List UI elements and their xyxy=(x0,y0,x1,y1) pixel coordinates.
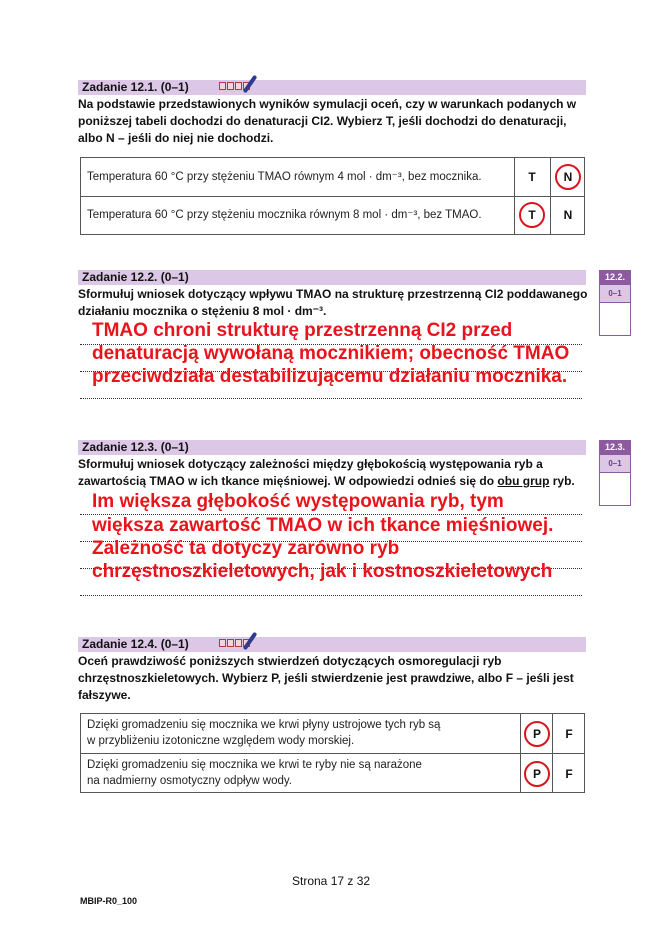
score-box-points: 0–1 xyxy=(599,455,631,473)
score-box-12-3 xyxy=(599,440,631,506)
task-12-2-header xyxy=(78,270,586,285)
option-f[interactable]: F xyxy=(565,767,573,781)
table-row xyxy=(81,714,584,754)
row-statement-line-1: Dzięki gromadzeniu się mocznika we krwi płyny ustrojowe tych ryb są xyxy=(87,719,441,731)
task-12-2-answer-line-3: przeciwdziała destabilizującemu działaniu mocznika. xyxy=(92,366,568,387)
table-row xyxy=(81,158,584,197)
selected-answer-circle xyxy=(524,721,550,747)
selected-answer-circle xyxy=(519,202,545,228)
task-12-1-title: Zadanie 12.1. (0–1) xyxy=(82,80,189,94)
task-12-1-question: Na podstawie przedstawionych wyników symulacji oceń, czy w warunkach podanych w poniższej tabeli dochodzi do denaturacji CI2. Wybierz T, jeśli dochodzi do denaturacji, albo N – jeśli do niej nie dochodzi. xyxy=(78,97,577,145)
option-t[interactable]: T xyxy=(528,208,536,222)
task-12-2-answer-line-1: TMAO chroni strukturę przestrzenną CI2 przed xyxy=(92,320,513,341)
answer-line xyxy=(80,595,582,596)
task-12-2-title: Zadanie 12.2. (0–1) xyxy=(82,270,189,284)
score-box-number: 12.2. xyxy=(599,270,631,285)
task-12-2-answer-line-2: denaturacją wywołaną mocznikiem; obecność TMAO xyxy=(92,343,570,364)
task-12-1-table xyxy=(80,157,585,235)
task-12-4-table xyxy=(80,713,585,793)
option-n[interactable]: N xyxy=(563,170,573,184)
row-statement-line-2: w przybliżeniu izotoniczne względem wody morskiej. xyxy=(87,735,355,747)
selected-answer-circle xyxy=(555,164,581,190)
option-t[interactable]: T xyxy=(528,170,536,184)
answer-line xyxy=(80,398,582,399)
task-12-3-header xyxy=(78,440,586,455)
table-row xyxy=(81,754,584,793)
task-12-3-answer-line-3: Zależność ta dotyczy zarówno ryb xyxy=(92,538,400,559)
option-p[interactable]: P xyxy=(532,767,541,781)
document-code: MBIP-R0_100 xyxy=(80,896,138,906)
task-12-4-question: Oceń prawdziwość poniższych stwierdzeń dotyczących osmoregulacji ryb chrzęstnoszkieletowych. Wybierz P, jeśli stwierdzenie jest prawdziwe, albo F – jeśli jest fałszywe. xyxy=(78,654,574,702)
selected-answer-circle xyxy=(524,761,550,787)
row-statement-line-2: na nadmierny osmotyczny odpływ wody. xyxy=(87,775,292,787)
task-12-3-answer-line-4: chrzęstnoszkieletowych, jak i kostnoszkieletowych xyxy=(92,561,553,582)
score-box-12-2 xyxy=(599,270,631,336)
task-12-4-title: Zadanie 12.4. (0–1) xyxy=(82,637,189,651)
task-12-3-title: Zadanie 12.3. (0–1) xyxy=(82,440,189,454)
task-12-3-answer-line-1: Im większa głębokość występowania ryb, tym xyxy=(92,491,504,512)
row-statement-line-1: Dzięki gromadzeniu się mocznika we krwi te ryby nie są narażone xyxy=(87,759,422,771)
task-12-3-question: Sformułuj wniosek dotyczący zależności między głębokością występowania ryb a zawartością TMAO w ich tkance mięśniowej. W odpowiedzi odnieś się do obu grup ryb. xyxy=(78,457,575,488)
row-statement: Temperatura 60 °C przy stężeniu TMAO równym 4 mol · dm⁻³, bez mocznika. xyxy=(87,171,482,183)
option-f[interactable]: F xyxy=(565,727,573,741)
row-statement: Temperatura 60 °C przy stężeniu mocznika równym 8 mol · dm⁻³, bez TMAO. xyxy=(87,209,482,221)
task-12-2-question: Sformułuj wniosek dotyczący wpływu TMAO na strukturę przestrzenną CI2 poddawanego działaniu mocznika o stężeniu 8 mol · dm⁻³. xyxy=(78,287,588,318)
score-input-box[interactable] xyxy=(599,303,631,336)
option-p[interactable]: P xyxy=(532,727,541,741)
score-box-number: 12.3. xyxy=(599,440,631,455)
table-row xyxy=(81,197,584,235)
option-n[interactable]: N xyxy=(563,208,573,222)
task-12-3-answer-line-2: większa zawartość TMAO w ich tkance mięśniowej. xyxy=(92,515,554,536)
task-12-4-header xyxy=(78,637,586,652)
task-12-1-header xyxy=(78,80,586,95)
score-input-box[interactable] xyxy=(599,473,631,506)
page-number: Strona 17 z 32 xyxy=(292,874,371,888)
score-box-points: 0–1 xyxy=(599,285,631,303)
